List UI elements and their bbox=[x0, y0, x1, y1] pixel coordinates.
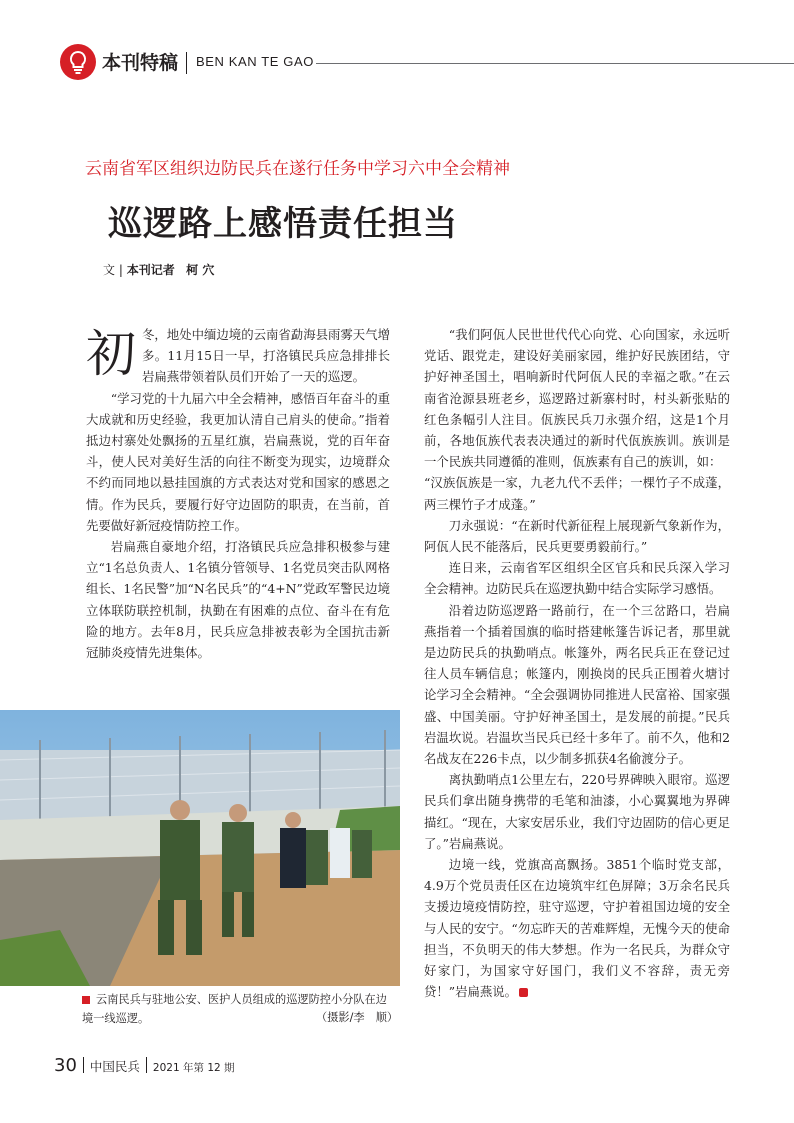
byline-role: 本刊记者 bbox=[126, 263, 175, 277]
drop-cap: 初 bbox=[86, 325, 136, 383]
paragraph: 岩扁燕自豪地介绍，打洛镇民兵应急排积极参与建立“1名总负责人、1名镇分管领导、1名党员突击队网格组长、1名民警”加“N名民兵”的“4+N”党政军警民边境立体联防联控机制，执勤在有困难的点位、奋斗在有危险的地方。去年8月，民兵应急排被表彰为全国抗击新冠肺炎疫情先进集体。 bbox=[86, 539, 390, 661]
section-subtitle: BEN KAN TE GAO bbox=[196, 54, 314, 69]
paragraph-text: 冬，地处中缅边境的云南省勐海县雨雾天气增多。11月15日一早，打洛镇民兵应急排排长岩扁燕带领着队员们开始了一天的巡逻。 bbox=[142, 327, 390, 385]
paragraph-text: 边境一线，党旗高高飘扬。3851个临时党支部，4.9万个党员责任区在边境筑牢红色屏障；3万余名民兵支援边境疫情防控，驻守巡逻，守护着祖国边境的安全与人民的安宁。“勿忘昨天的苦难辉煌，无愧今天的使命担当，不负明天的伟大梦想。作为一名民兵，为群众守好家门，为国家守好国门，我们义不容辞，责无旁贷！”岩扁燕说。 bbox=[424, 857, 730, 1000]
paragraph: “学习党的十九届六中全会精神，感悟百年奋斗的重大成就和历史经验，我更加认清自己肩头的使命。”指着抵边村寨处处飘扬的五星红旗，岩扁燕说，党的百年奋斗，使人民对美好生活的向往不断变为现实，边境群众不约而同地以悬挂国旗的方式表达对党和国家的感恩之情。作为民兵，要履行好守边固防的职责，在当前，首先要做好新冠疫情防控工作。 bbox=[86, 390, 390, 533]
article-subtitle: 云南省军区组织边防民兵在遂行任务中学习六中全会精神 bbox=[85, 159, 510, 179]
paragraph: 刀永强说：“在新时代新征程上展现新气象新作为，阿佤人民不能落后，民兵更要勇毅前行。” bbox=[424, 517, 730, 555]
paragraph bbox=[424, 854, 730, 1002]
section-title: 本刊特稿 bbox=[102, 52, 179, 74]
footer-divider bbox=[146, 1057, 147, 1073]
caption-marker-icon bbox=[82, 996, 90, 1004]
page-number: 30 bbox=[54, 1055, 77, 1076]
paragraph: 离执勤哨点1公里左右，220号界碑映入眼帘。巡逻民兵们拿出随身携带的毛笔和油漆，小心翼翼地为界碑描红。“现在，大家安居乐业，我们守边固防的信心更足了。”岩扁燕说。 bbox=[424, 772, 730, 851]
magazine-name: 中国民兵 bbox=[89, 1059, 140, 1074]
paragraph: 连日来，云南省军区组织全区官兵和民兵深入学习全会精神。边防民兵在巡逻执勤中结合实际学习感悟。 bbox=[424, 560, 730, 597]
issue-label: 2021 年第 12 期 bbox=[152, 1062, 235, 1074]
right-column bbox=[424, 324, 730, 1003]
paragraph bbox=[86, 324, 390, 388]
left-column bbox=[86, 324, 390, 663]
article-title: 巡逻路上感悟责任担当 bbox=[108, 204, 458, 244]
paragraph: 沿着边防巡逻路一路前行，在一个三岔路口，岩扁燕指着一个插着国旗的临时搭建帐篷告诉记者，那里就是边防民兵的执勤哨点。帐篷外，两名民兵正在登记过往人员车辆信息；帐篷内，刚换岗的民兵正围着火塘讨论学习全会精神。“全会强调协同推进人民富裕、国家强盛、中国美丽。守护好神圣国土，是发展的前提。”民兵岩温坎说。岩温坎当民兵已经十多年了。前不久，他和2名战友在226卡点，以少制多抓获4名偷渡分子。 bbox=[424, 602, 730, 767]
end-mark-icon bbox=[519, 988, 528, 997]
header-rule bbox=[316, 63, 794, 64]
byline-author: 柯 穴 bbox=[186, 263, 215, 277]
photo-credit: （摄影/李 顺） bbox=[316, 1011, 399, 1024]
footer-divider bbox=[83, 1057, 84, 1073]
byline-prefix: 文 | bbox=[103, 263, 127, 277]
header-divider bbox=[186, 52, 187, 74]
paragraph: “汉族佤族是一家，九老九代不丢伴；一棵竹子不成蓬，两三棵竹子才成蓬。” bbox=[424, 475, 730, 512]
caption-text: 云南民兵与驻地公安、医护人员组成的巡逻防控小分队在边境一线巡逻。 bbox=[82, 993, 387, 1025]
paragraph: “我们阿佤人民世世代代心向党、心向国家，永远听党话、跟党走，建设好美丽家园，维护好民族团结，守护好神圣国土，唱响新时代阿佤人民的幸福之歌。”在云南省沧源县班老乡，巡逻路过新寨村时，村头新张贴的红色条幅引人注目。佤族民兵刀永强介绍，这是1个月前，各地佤族代表表决通过的新时代佤族族训。族训是一个民族共同遵循的准则，佤族素有自己的族训，如： bbox=[424, 327, 730, 470]
lightbulb-icon bbox=[60, 44, 96, 80]
page-footer bbox=[54, 1055, 235, 1076]
article-photo bbox=[0, 710, 400, 986]
byline bbox=[103, 261, 214, 278]
